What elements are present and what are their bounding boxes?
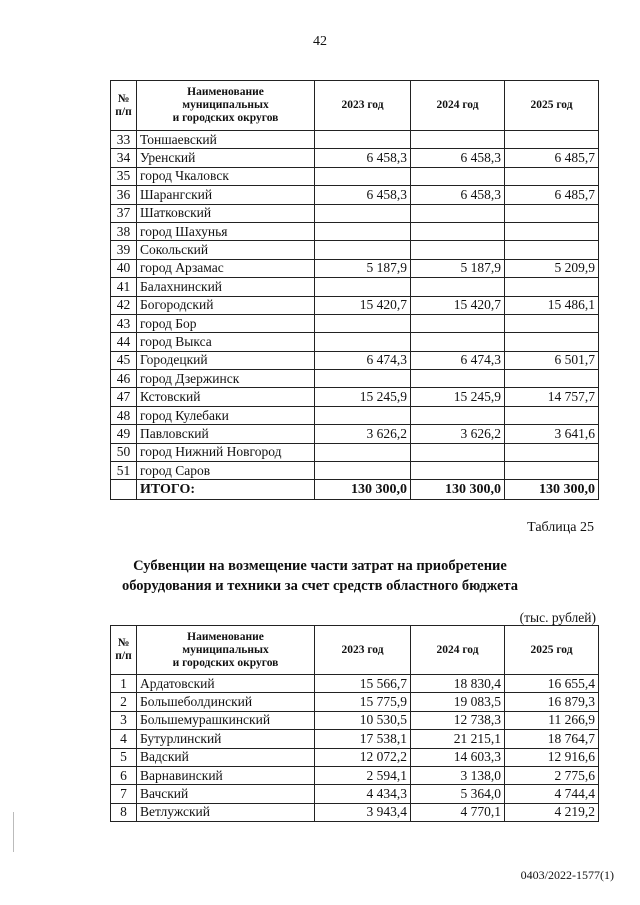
row-number: 45 <box>111 351 137 369</box>
value-2024 <box>411 333 505 351</box>
value-2024: 12 738,3 <box>411 711 505 729</box>
value-2025 <box>505 406 599 424</box>
total-label: ИТОГО: <box>137 480 315 500</box>
value-2024: 21 215,1 <box>411 730 505 748</box>
value-2025: 15 486,1 <box>505 296 599 314</box>
value-2023 <box>315 406 411 424</box>
value-2024: 6 458,3 <box>411 149 505 167</box>
value-2023: 15 245,9 <box>315 388 411 406</box>
header-num: № п/п <box>111 626 137 675</box>
value-2025: 4 219,2 <box>505 803 599 821</box>
header-num: № п/п <box>111 81 137 131</box>
value-2025: 2 775,6 <box>505 766 599 784</box>
row-number: 3 <box>111 711 137 729</box>
header-2024: 2024 год <box>411 626 505 675</box>
value-2023 <box>315 278 411 296</box>
value-2023 <box>315 241 411 259</box>
table-row <box>111 131 599 149</box>
unit-note: (тыс. рублей) <box>519 610 596 625</box>
value-2024: 6 458,3 <box>411 186 505 204</box>
row-number: 2 <box>111 693 137 711</box>
municipality-name: Большеболдинский <box>137 693 315 711</box>
value-2023 <box>315 443 411 461</box>
value-2025: 18 764,7 <box>505 730 599 748</box>
header-2023: 2023 год <box>315 626 411 675</box>
municipality-name: город Дзержинск <box>137 370 315 388</box>
table-row <box>111 803 599 821</box>
total-row <box>111 480 599 500</box>
value-2023 <box>315 462 411 480</box>
value-2024 <box>411 314 505 332</box>
header-name: Наименование муниципальных и городских округов <box>137 626 315 675</box>
table-row <box>111 314 599 332</box>
value-2023: 17 538,1 <box>315 730 411 748</box>
value-2025 <box>505 370 599 388</box>
value-2024: 18 830,4 <box>411 675 505 693</box>
value-2024: 3 138,0 <box>411 766 505 784</box>
value-2025 <box>505 204 599 222</box>
municipality-name: Сокольский <box>137 241 315 259</box>
row-number: 39 <box>111 241 137 259</box>
equipment-subsidy-table <box>110 625 599 822</box>
municipality-name: город Шахунья <box>137 222 315 240</box>
row-number: 49 <box>111 425 137 443</box>
row-number: 51 <box>111 462 137 480</box>
table-caption: Таблица 25 <box>527 520 594 535</box>
value-2023 <box>315 131 411 149</box>
table-row <box>111 730 599 748</box>
table-row <box>111 259 599 277</box>
value-2024 <box>411 222 505 240</box>
municipality-name: Тоншаевский <box>137 131 315 149</box>
value-2025: 12 916,6 <box>505 748 599 766</box>
value-2024 <box>411 443 505 461</box>
header-2025: 2025 год <box>505 626 599 675</box>
value-2024 <box>411 370 505 388</box>
value-2023 <box>315 167 411 185</box>
municipality-name: Шарангский <box>137 186 315 204</box>
value-2024: 14 603,3 <box>411 748 505 766</box>
value-2024 <box>411 167 505 185</box>
value-2025 <box>505 333 599 351</box>
value-2024 <box>411 278 505 296</box>
margin-mark <box>13 812 14 852</box>
value-2025 <box>505 131 599 149</box>
value-2025 <box>505 443 599 461</box>
table-row <box>111 167 599 185</box>
value-2024 <box>411 204 505 222</box>
value-2025: 6 485,7 <box>505 149 599 167</box>
municipality-name: Уренский <box>137 149 315 167</box>
table-row <box>111 186 599 204</box>
header-2025: 2025 год <box>505 81 599 131</box>
value-2023: 2 594,1 <box>315 766 411 784</box>
row-number: 46 <box>111 370 137 388</box>
value-2023: 4 434,3 <box>315 785 411 803</box>
table-heading: Субвенции на возмещение части затрат на приобретение оборудования и техники за счет средств областного бюджета <box>121 558 519 594</box>
header-2024: 2024 год <box>411 81 505 131</box>
value-2025: 16 879,3 <box>505 693 599 711</box>
value-2024: 5 187,9 <box>411 259 505 277</box>
municipality-name: Вадский <box>137 748 315 766</box>
row-number: 37 <box>111 204 137 222</box>
municipality-name: Балахнинский <box>137 278 315 296</box>
table-row <box>111 711 599 729</box>
row-number: 40 <box>111 259 137 277</box>
value-2024: 15 420,7 <box>411 296 505 314</box>
municipality-name: Ветлужский <box>137 803 315 821</box>
municipality-name: город Арзамас <box>137 259 315 277</box>
table-row <box>111 748 599 766</box>
table-row <box>111 278 599 296</box>
value-2023 <box>315 222 411 240</box>
value-2024 <box>411 406 505 424</box>
value-2024: 5 364,0 <box>411 785 505 803</box>
table-row <box>111 351 599 369</box>
value-2024: 15 245,9 <box>411 388 505 406</box>
header-name: Наименование муниципальных и городских округов <box>137 81 315 131</box>
value-2023: 6 458,3 <box>315 149 411 167</box>
value-2023: 15 775,9 <box>315 693 411 711</box>
row-number: 41 <box>111 278 137 296</box>
table-row <box>111 766 599 784</box>
table-row <box>111 425 599 443</box>
table-row <box>111 675 599 693</box>
table-row <box>111 370 599 388</box>
row-number: 43 <box>111 314 137 332</box>
table-row <box>111 296 599 314</box>
municipality-name: город Чкаловск <box>137 167 315 185</box>
document-number: 0403/2022-1577(1) <box>520 868 614 882</box>
value-2023 <box>315 333 411 351</box>
value-2023: 15 420,7 <box>315 296 411 314</box>
value-2025: 5 209,9 <box>505 259 599 277</box>
value-2024 <box>411 462 505 480</box>
municipality-name: Бутурлинский <box>137 730 315 748</box>
table-row <box>111 443 599 461</box>
municipality-name: Кстовский <box>137 388 315 406</box>
subsidy-table-continued <box>110 80 599 500</box>
row-number: 4 <box>111 730 137 748</box>
row-number: 44 <box>111 333 137 351</box>
total-2025: 130 300,0 <box>505 480 599 500</box>
value-2023 <box>315 314 411 332</box>
header-2023: 2023 год <box>315 81 411 131</box>
table-row <box>111 241 599 259</box>
row-number: 50 <box>111 443 137 461</box>
municipality-name: Большемурашкинский <box>137 711 315 729</box>
value-2023: 3 626,2 <box>315 425 411 443</box>
municipality-name: Ардатовский <box>137 675 315 693</box>
municipality-name: Варнавинский <box>137 766 315 784</box>
row-number: 36 <box>111 186 137 204</box>
value-2023: 6 474,3 <box>315 351 411 369</box>
value-2023: 3 943,4 <box>315 803 411 821</box>
table-row <box>111 406 599 424</box>
value-2025: 11 266,9 <box>505 711 599 729</box>
value-2023 <box>315 204 411 222</box>
table-row <box>111 388 599 406</box>
value-2025: 3 641,6 <box>505 425 599 443</box>
table-row <box>111 462 599 480</box>
row-number: 34 <box>111 149 137 167</box>
municipality-name: город Нижний Новгород <box>137 443 315 461</box>
municipality-name: город Кулебаки <box>137 406 315 424</box>
value-2025 <box>505 241 599 259</box>
table-row <box>111 693 599 711</box>
table-row <box>111 785 599 803</box>
table-row <box>111 222 599 240</box>
municipality-name: город Выкса <box>137 333 315 351</box>
total-2023: 130 300,0 <box>315 480 411 500</box>
value-2023: 10 530,5 <box>315 711 411 729</box>
row-number: 7 <box>111 785 137 803</box>
municipality-name: Шатковский <box>137 204 315 222</box>
table-row <box>111 149 599 167</box>
table-row <box>111 204 599 222</box>
value-2025: 4 744,4 <box>505 785 599 803</box>
row-number: 47 <box>111 388 137 406</box>
municipality-name: город Бор <box>137 314 315 332</box>
value-2023: 15 566,7 <box>315 675 411 693</box>
total-number <box>111 480 137 500</box>
row-number: 5 <box>111 748 137 766</box>
value-2024: 19 083,5 <box>411 693 505 711</box>
row-number: 42 <box>111 296 137 314</box>
value-2024: 6 474,3 <box>411 351 505 369</box>
value-2025: 14 757,7 <box>505 388 599 406</box>
value-2025 <box>505 222 599 240</box>
row-number: 33 <box>111 131 137 149</box>
page-number: 42 <box>313 34 327 49</box>
total-2024: 130 300,0 <box>411 480 505 500</box>
table-row <box>111 333 599 351</box>
municipality-name: Городецкий <box>137 351 315 369</box>
municipality-name: город Саров <box>137 462 315 480</box>
value-2024: 3 626,2 <box>411 425 505 443</box>
row-number: 48 <box>111 406 137 424</box>
municipality-name: Вачский <box>137 785 315 803</box>
value-2025 <box>505 314 599 332</box>
value-2024 <box>411 131 505 149</box>
value-2025 <box>505 462 599 480</box>
row-number: 8 <box>111 803 137 821</box>
value-2023 <box>315 370 411 388</box>
value-2024 <box>411 241 505 259</box>
value-2025 <box>505 278 599 296</box>
value-2025 <box>505 167 599 185</box>
value-2025: 6 485,7 <box>505 186 599 204</box>
row-number: 6 <box>111 766 137 784</box>
row-number: 35 <box>111 167 137 185</box>
row-number: 1 <box>111 675 137 693</box>
value-2023: 12 072,2 <box>315 748 411 766</box>
municipality-name: Павловский <box>137 425 315 443</box>
municipality-name: Богородский <box>137 296 315 314</box>
row-number: 38 <box>111 222 137 240</box>
value-2023: 5 187,9 <box>315 259 411 277</box>
value-2024: 4 770,1 <box>411 803 505 821</box>
value-2025: 16 655,4 <box>505 675 599 693</box>
value-2023: 6 458,3 <box>315 186 411 204</box>
value-2025: 6 501,7 <box>505 351 599 369</box>
